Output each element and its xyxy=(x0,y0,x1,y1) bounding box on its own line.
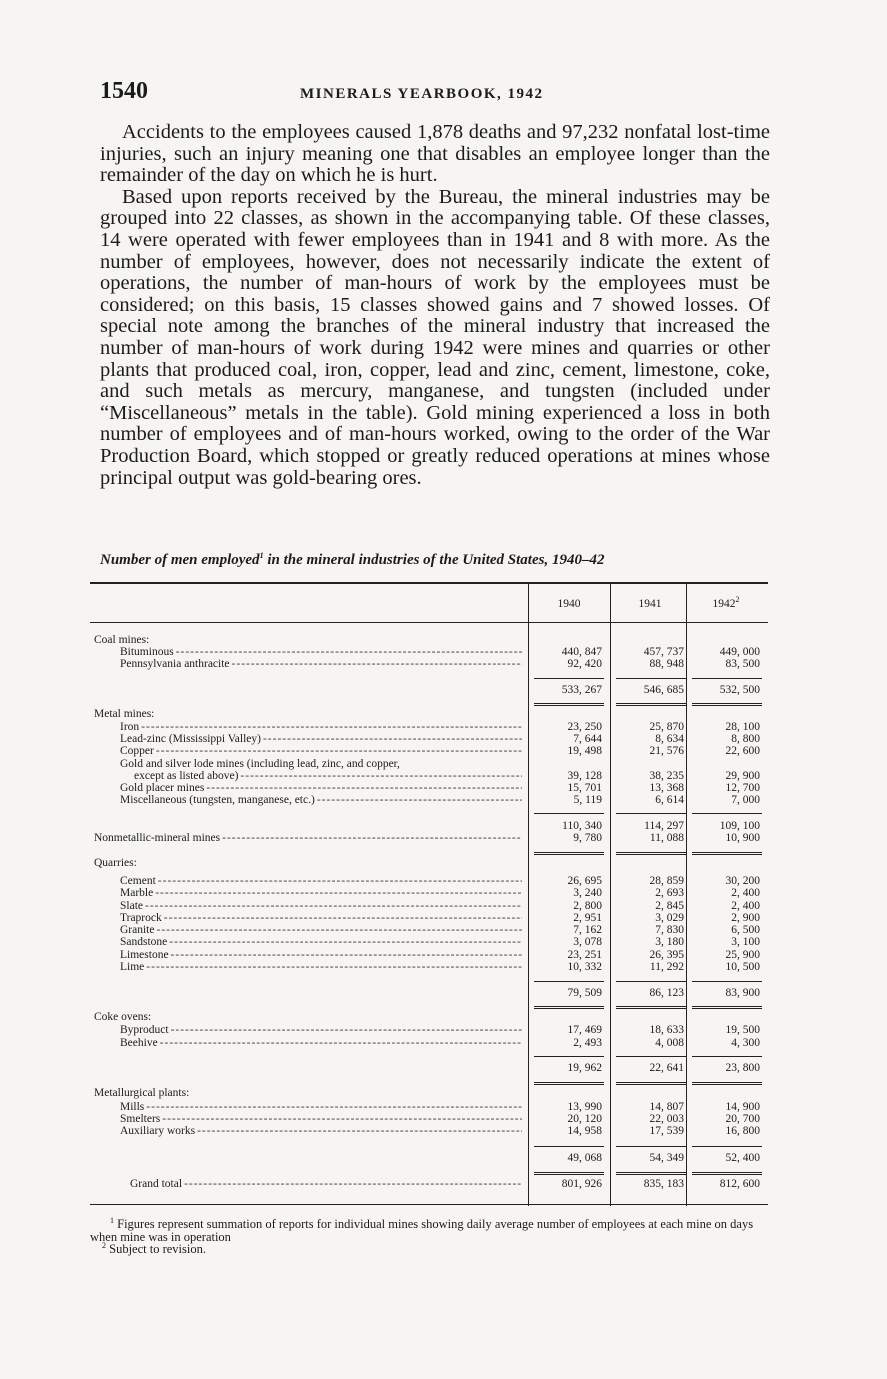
cell-1941: 54, 349 xyxy=(649,1152,684,1164)
cell-1942: 83, 900 xyxy=(725,987,760,999)
column-header-1942 xyxy=(688,595,764,610)
table-row xyxy=(90,770,768,782)
subtotal-rule xyxy=(534,1146,604,1147)
total-double-rule xyxy=(616,852,686,855)
row-label xyxy=(120,758,522,770)
cell-1941: 25, 870 xyxy=(649,721,684,733)
cell-1940: 20, 120 xyxy=(567,1113,602,1125)
subtotal-rule xyxy=(616,1146,686,1147)
table-row xyxy=(90,832,768,844)
paragraph: Based upon reports received by the Bureau, the mineral industries may be grouped into 22 classes, as shown in the accompanying table. Of these classes, 14 were operated with fewer employees than in 1941 and 8 with more. As the number of employees, however, does not necessarily indicate the extent of operations, the number of man-hours of work by the employees must be considered; on this basis, 15 classes showed gains and 7 showed losses. Of special note among the branches of the mineral industry that increased the number of man-hours of work during 1942 were mines and quarries or other plants that produced coal, iron, copper, lead and zinc, cement, limestone, coke, and such metals as mercury, manganese, and tungsten (included under “Miscellaneous” metals in the table). Gold mining experienced a loss in both number of employees and of man-hours worked, owing to the order of the War Production Board, which stopped or greatly reduced operations at mines whose principal output was gold-bearing ores. xyxy=(100,185,770,489)
row-label-text: Pennsylvania anthracite xyxy=(120,658,230,670)
cell-1941: 457, 737 xyxy=(643,646,684,658)
row-label-text: Miscellaneous (tungsten, manganese, etc.) xyxy=(120,794,315,806)
cell-1941: 88, 948 xyxy=(649,658,684,670)
row-label-text: Gold and silver lode mines (including lead, zinc, and copper, xyxy=(120,758,400,770)
cell-1940: 440, 847 xyxy=(561,646,602,658)
cell-1940: 92, 420 xyxy=(567,658,602,670)
cell-1942: 30, 200 xyxy=(725,875,760,887)
row-label xyxy=(94,1087,522,1099)
cell-1941: 835, 183 xyxy=(643,1178,684,1190)
row-label xyxy=(120,1037,522,1049)
subtotal-rule xyxy=(692,981,762,982)
cell-1942: 109, 100 xyxy=(719,820,760,832)
table-row xyxy=(90,1178,768,1190)
table-row xyxy=(90,745,768,757)
cell-1940: 17, 469 xyxy=(567,1024,602,1036)
row-label-text: Cement xyxy=(120,875,156,887)
row-label-text: Metallurgical plants: xyxy=(94,1087,190,1099)
row-label-text: Byproduct xyxy=(120,1024,169,1036)
cell-1940: 2, 951 xyxy=(573,912,602,924)
row-label xyxy=(120,875,522,887)
row-label xyxy=(120,887,522,899)
table-row xyxy=(90,1101,768,1113)
table-row xyxy=(90,961,768,973)
cell-1941: 11, 088 xyxy=(649,832,684,844)
body-text xyxy=(100,122,770,489)
cell-1941: 22, 641 xyxy=(649,1062,684,1074)
cell-1940: 23, 250 xyxy=(567,721,602,733)
cell-1942: 3, 100 xyxy=(731,936,760,948)
row-label xyxy=(94,857,522,869)
cell-1942: 2, 900 xyxy=(731,912,760,924)
header-rule xyxy=(90,622,768,623)
row-label xyxy=(120,961,522,973)
column-header-1941: 1941 xyxy=(638,598,662,610)
table-row xyxy=(90,721,768,733)
cell-1940: 23, 251 xyxy=(567,949,602,961)
cell-1942: 29, 900 xyxy=(725,770,760,782)
subtotal-rule xyxy=(692,813,762,814)
row-label-text: Marble xyxy=(120,887,154,899)
footnote-mark: 1 xyxy=(110,1215,114,1225)
cell-1942: 8, 800 xyxy=(731,733,760,745)
table-subtotal-row xyxy=(90,1152,768,1164)
table-row xyxy=(90,949,768,961)
row-label-text: Metal mines: xyxy=(94,708,155,720)
table-subtotal-row xyxy=(90,684,768,696)
column-header-footnote-mark: 2 xyxy=(735,595,740,605)
column-header-1942-text: 1942 xyxy=(712,598,736,610)
cell-1942: 16, 800 xyxy=(725,1125,760,1137)
row-label-text: Iron xyxy=(120,721,140,733)
row-label xyxy=(120,646,522,658)
cell-1941: 8, 634 xyxy=(655,733,684,745)
row-label xyxy=(120,1125,522,1137)
row-label xyxy=(120,1113,522,1125)
row-label-text: Slate xyxy=(120,900,143,912)
cell-1940: 10, 332 xyxy=(567,961,602,973)
cell-1941: 86, 123 xyxy=(649,987,684,999)
table-row xyxy=(90,733,768,745)
total-double-rule xyxy=(616,1172,686,1175)
table-row xyxy=(90,924,768,936)
cell-1941: 546, 685 xyxy=(643,684,684,696)
table-row xyxy=(90,658,768,670)
caption-text-rest: in the mineral industries of the United States, 1940–42 xyxy=(263,552,605,568)
subtotal-rule xyxy=(534,678,604,679)
cell-1942: 52, 400 xyxy=(725,1152,760,1164)
row-label-text: Limestone xyxy=(120,949,169,961)
cell-1942: 4, 300 xyxy=(731,1037,760,1049)
row-label xyxy=(120,721,522,733)
cell-1942: 14, 900 xyxy=(725,1101,760,1113)
row-label-text: Mills xyxy=(120,1101,145,1113)
cell-1941: 17, 539 xyxy=(649,1125,684,1137)
table-row xyxy=(90,912,768,924)
row-label xyxy=(120,745,522,757)
total-double-rule xyxy=(692,1172,762,1175)
table-row xyxy=(90,875,768,887)
cell-1940: 9, 780 xyxy=(573,832,602,844)
row-label xyxy=(120,1101,522,1113)
cell-1940: 7, 162 xyxy=(573,924,602,936)
subtotal-rule xyxy=(616,813,686,814)
paragraph: Accidents to the employees caused 1,878 deaths and 97,232 nonfatal lost-time injuries, such an injury meaning one that disables an employee longer than the remainder of the day on which he is hurt. xyxy=(100,121,770,187)
cell-1941: 21, 576 xyxy=(649,745,684,757)
footnotes xyxy=(90,1215,770,1256)
cell-1941: 4, 008 xyxy=(655,1037,684,1049)
total-double-rule xyxy=(692,1006,762,1009)
cell-1941: 2, 693 xyxy=(655,887,684,899)
row-label-text: Quarries: xyxy=(94,857,137,869)
row-label xyxy=(120,900,522,912)
cell-1940: 3, 240 xyxy=(573,887,602,899)
row-label-text: Coal mines: xyxy=(94,634,150,646)
running-title: MINERALS YEARBOOK, 1942 xyxy=(300,86,544,102)
cell-1942: 7, 000 xyxy=(731,794,760,806)
cell-1942: 2, 400 xyxy=(731,887,760,899)
cell-1940: 14, 958 xyxy=(567,1125,602,1137)
subtotal-rule xyxy=(534,1056,604,1057)
table-subtotal-row xyxy=(90,1062,768,1074)
row-label xyxy=(120,949,522,961)
cell-1942: 2, 400 xyxy=(731,900,760,912)
row-label-text: Lead-zinc (Mississippi Valley) xyxy=(120,733,261,745)
cell-1941: 2, 845 xyxy=(655,900,684,912)
total-double-rule xyxy=(534,1172,604,1175)
cell-1942: 22, 600 xyxy=(725,745,760,757)
cell-1942: 19, 500 xyxy=(725,1024,760,1036)
subtotal-rule xyxy=(692,1056,762,1057)
row-label-text: Traprock xyxy=(120,912,162,924)
subtotal-rule xyxy=(692,1146,762,1147)
subtotal-rule xyxy=(692,678,762,679)
cell-1940: 79, 509 xyxy=(567,987,602,999)
cell-1942: 20, 700 xyxy=(725,1113,760,1125)
row-label-text: Lime xyxy=(120,961,145,973)
row-label xyxy=(120,912,522,924)
row-label xyxy=(120,1024,522,1036)
footnote-mark: 2 xyxy=(102,1240,106,1250)
row-label-text: Grand total xyxy=(130,1178,183,1190)
cell-1942: 449, 000 xyxy=(719,646,760,658)
total-double-rule xyxy=(692,703,762,706)
cell-1941: 14, 807 xyxy=(649,1101,684,1113)
row-label xyxy=(134,770,522,782)
subtotal-rule xyxy=(616,1056,686,1057)
caption-text: Number of men employed xyxy=(100,552,260,568)
footnote-2 xyxy=(90,1240,770,1256)
row-label xyxy=(130,1178,522,1190)
page-number: 1540 xyxy=(100,78,148,104)
cell-1942: 23, 800 xyxy=(725,1062,760,1074)
table-row xyxy=(90,1037,768,1049)
row-label-text: Beehive xyxy=(120,1037,158,1049)
subtotal-rule xyxy=(534,813,604,814)
row-label xyxy=(120,794,522,806)
cell-1942: 12, 700 xyxy=(725,782,760,794)
table-row xyxy=(90,887,768,899)
cell-1940: 7, 644 xyxy=(573,733,602,745)
cell-1941: 11, 292 xyxy=(649,961,684,973)
cell-1941: 18, 633 xyxy=(649,1024,684,1036)
row-label-text: Coke ovens: xyxy=(94,1011,152,1023)
row-label xyxy=(120,733,522,745)
cell-1940: 5, 119 xyxy=(573,794,602,806)
table-row xyxy=(90,900,768,912)
table-section-heading xyxy=(90,1011,768,1023)
cell-1940: 19, 962 xyxy=(567,1062,602,1074)
cell-1940: 49, 068 xyxy=(567,1152,602,1164)
row-label xyxy=(120,658,522,670)
total-double-rule xyxy=(616,1006,686,1009)
cell-1940: 110, 340 xyxy=(562,820,602,832)
cell-1941: 6, 614 xyxy=(655,794,684,806)
row-label-text: Bituminous xyxy=(120,646,174,658)
row-label-text: Copper xyxy=(120,745,154,757)
cell-1942: 812, 600 xyxy=(719,1178,760,1190)
cell-1942: 532, 500 xyxy=(719,684,760,696)
row-label-text: Gold placer mines xyxy=(120,782,205,794)
cell-1940: 19, 498 xyxy=(567,745,602,757)
cell-1940: 2, 493 xyxy=(573,1037,602,1049)
table-subtotal-row xyxy=(90,987,768,999)
table-bottom-rule xyxy=(90,1204,768,1205)
total-double-rule xyxy=(534,1082,604,1085)
row-label xyxy=(120,782,522,794)
cell-1940: 26, 695 xyxy=(567,875,602,887)
cell-1940: 2, 800 xyxy=(573,900,602,912)
footnote-text: Subject to revision. xyxy=(106,1242,206,1256)
row-label-text: Auxiliary works xyxy=(120,1125,196,1137)
column-header-1940: 1940 xyxy=(557,598,581,610)
subtotal-rule xyxy=(616,981,686,982)
table-row xyxy=(90,782,768,794)
cell-1942: 10, 900 xyxy=(725,832,760,844)
row-label-text: Sandstone xyxy=(120,936,168,948)
total-double-rule xyxy=(534,703,604,706)
table-section-heading xyxy=(90,1087,768,1099)
cell-1941: 26, 395 xyxy=(649,949,684,961)
table-section-heading xyxy=(90,634,768,646)
cell-1940: 801, 926 xyxy=(561,1178,602,1190)
row-label xyxy=(94,832,522,844)
caption-footnote-mark: 1 xyxy=(259,551,264,560)
table-row xyxy=(90,936,768,948)
row-label-text: Nonmetallic-mineral mines xyxy=(94,832,221,844)
table-section-heading xyxy=(90,708,768,720)
row-label-text: except as listed above) xyxy=(134,770,239,782)
cell-1941: 13, 368 xyxy=(649,782,684,794)
cell-1940: 13, 990 xyxy=(567,1101,602,1113)
cell-1942: 83, 500 xyxy=(725,658,760,670)
row-label-text: Smelters xyxy=(120,1113,161,1125)
table-row xyxy=(90,646,768,658)
total-double-rule xyxy=(534,1006,604,1009)
table-row xyxy=(90,1113,768,1125)
total-double-rule xyxy=(616,703,686,706)
cell-1941: 38, 235 xyxy=(649,770,684,782)
cell-1941: 7, 830 xyxy=(655,924,684,936)
cell-1940: 39, 128 xyxy=(567,770,602,782)
cell-1942: 25, 900 xyxy=(725,949,760,961)
footnote-1 xyxy=(90,1215,770,1244)
cell-1942: 10, 500 xyxy=(725,961,760,973)
table-section-heading xyxy=(90,857,768,869)
cell-1940: 533, 267 xyxy=(561,684,602,696)
employment-table xyxy=(90,582,768,1206)
cell-1940: 3, 078 xyxy=(573,936,602,948)
table-top-rule xyxy=(90,582,768,584)
subtotal-rule xyxy=(616,678,686,679)
table-row xyxy=(90,1024,768,1036)
table-row xyxy=(90,794,768,806)
row-label xyxy=(94,708,522,720)
row-label xyxy=(120,936,522,948)
cell-1941: 28, 859 xyxy=(649,875,684,887)
table-caption xyxy=(100,552,770,569)
row-label xyxy=(94,634,522,646)
cell-1942: 28, 100 xyxy=(725,721,760,733)
table-subtotal-row xyxy=(90,820,768,832)
cell-1940: 15, 701 xyxy=(567,782,602,794)
cell-1942: 6, 500 xyxy=(731,924,760,936)
cell-1941: 114, 297 xyxy=(644,820,684,832)
total-double-rule xyxy=(616,1082,686,1085)
page-header xyxy=(100,78,770,112)
total-double-rule xyxy=(692,852,762,855)
table-row xyxy=(90,758,768,770)
row-label xyxy=(94,1011,522,1023)
footnote-text: Figures represent summation of reports for individual mines showing daily average number of employees at each mine on days when mine was in operation xyxy=(90,1217,754,1244)
subtotal-rule xyxy=(534,981,604,982)
cell-1941: 3, 029 xyxy=(655,912,684,924)
row-label-text: Granite xyxy=(120,924,155,936)
total-double-rule xyxy=(534,852,604,855)
row-label xyxy=(120,924,522,936)
total-double-rule xyxy=(692,1082,762,1085)
cell-1941: 22, 003 xyxy=(649,1113,684,1125)
table-row xyxy=(90,1125,768,1137)
cell-1941: 3, 180 xyxy=(655,936,684,948)
